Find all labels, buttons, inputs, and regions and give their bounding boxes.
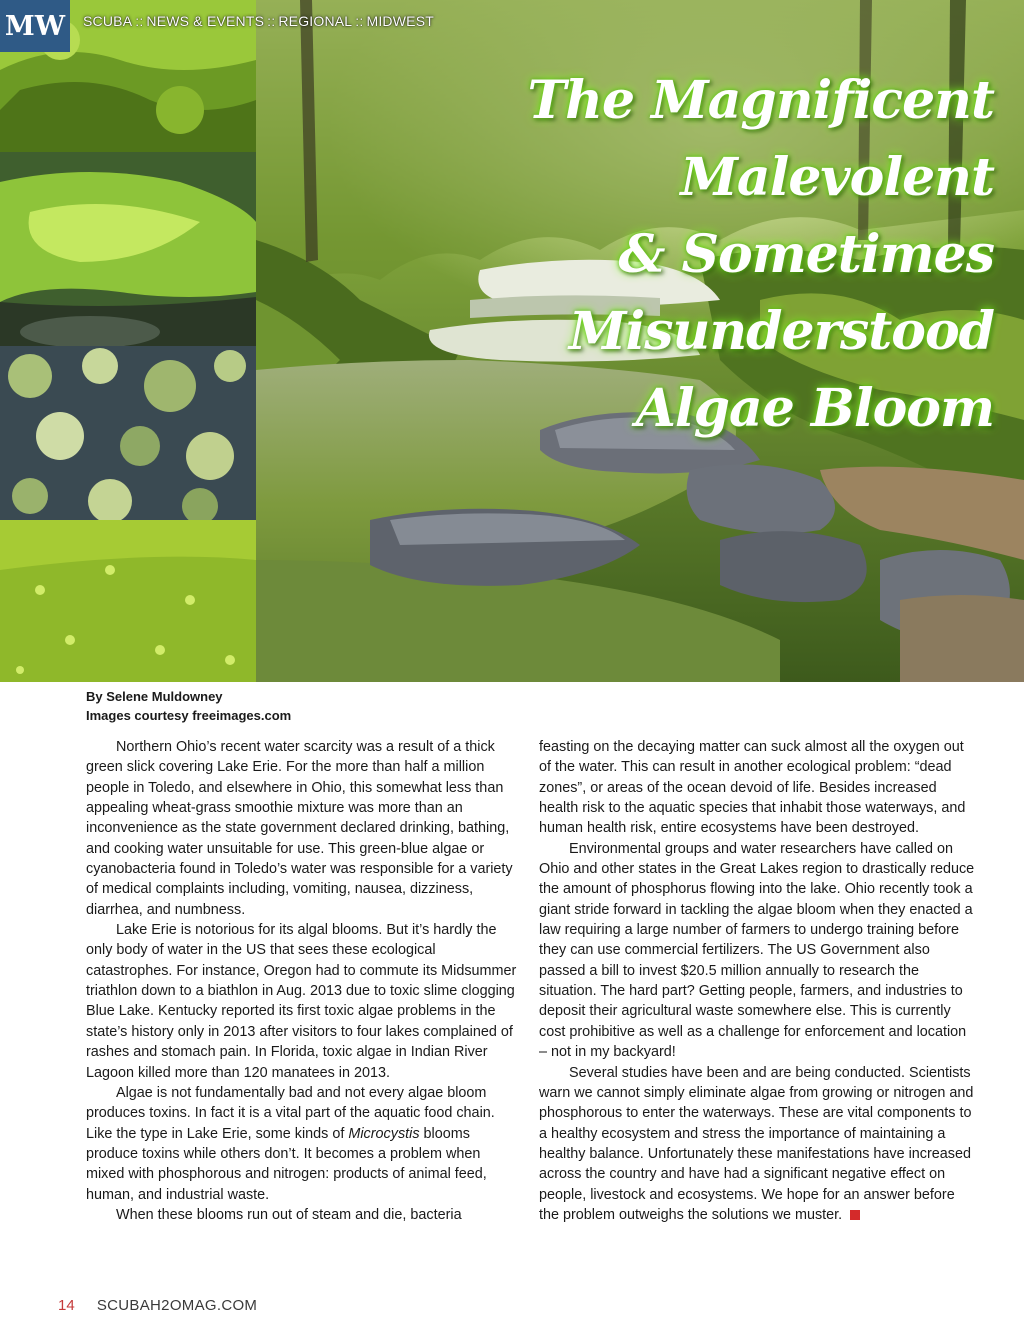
- article-title: [234, 62, 994, 447]
- paragraph: Lake Erie is notorious for its algal blooms. But it’s hardly the only body of water in the US that sees these ecological catastrophes. For instance, Oregon had to commute its Midsummer triathlon down to a biathlon in Aug. 2013 due to toxic slime clogging Blue Lake. Kentucky reported its first toxic algae problems in the state’s history only in 2013 after visitors to four lakes complained of rashes and stomach pain. In Florida, toxic algae in Indian River Lagoon killed more than 120 manatees in 2013.: [86, 922, 517, 1081]
- title-line-3: Algae Bloom: [635, 378, 994, 439]
- green-algae-strands-photo: [0, 152, 256, 346]
- paragraph-text: Several studies have been and are being conducted. Scientists warn we cannot simply eliminate algae from growing or nitrogen and phosphorous to enter the waterways. These are vital components to a healthy ecosystem and stress the importance of maintaining a healthy balance. Unfortunately these manifestations have increased across the country and have had a significant negative effect on people, livestock and ecosystems. We hope for an answer before the problem outweighs the solutions we muster.: [539, 1064, 974, 1223]
- page-number: 14: [58, 1297, 75, 1314]
- end-of-article-mark: [850, 1210, 860, 1220]
- breadcrumb-separator: ::: [267, 13, 276, 29]
- paragraph-text: blooms produce toxins while others don’t. It becomes a problem when mixed with phosphorous and nitrogen: products of animal feed, human, and industrial waste.: [86, 1125, 487, 1203]
- paragraph: When these blooms run out of steam and die, bacteria: [116, 1206, 462, 1223]
- byline: [86, 687, 291, 725]
- article-column-1: [86, 737, 522, 1225]
- paragraph: [86, 1083, 522, 1205]
- species-name: Microcystis: [348, 1125, 420, 1142]
- paragraph-text: Algae is not fundamentally bad and not every algae bloom produces toxins. In fact it is a vital part of the aquatic food chain. Like the type in Lake Erie, some kinds of: [86, 1084, 495, 1142]
- breadcrumb-separator: ::: [355, 13, 364, 29]
- region-badge: MW: [0, 0, 70, 52]
- lichen-rock-photo: [0, 346, 256, 520]
- author: By Selene Muldowney: [86, 689, 223, 704]
- paragraph: Environmental groups and water researchers have called on Ohio and other states in the Great Lakes region to drastically reduce the amount of phosphorus flowing into the lake. Ohio recently took a giant stride forward in tackling the algae bloom when they enacted a law requiring a large number of farmers to undergo training before they can use commercial fertilizers. The US Government also passed a bill to invest $20.5 million annually to research the situation. The hard part? Getting people, farmers, and industries to deposit their agricultural waste somewhere else. This is currently cost prohibitive as well as a challenge for enforcement and location – not in my backyard!: [539, 840, 975, 1061]
- page-footer: [58, 1297, 257, 1314]
- title-line-1: The Magnificent Malevolent: [527, 70, 994, 208]
- breadcrumb-item-scuba[interactable]: SCUBA: [83, 13, 133, 29]
- breadcrumb-separator: ::: [135, 13, 144, 29]
- paragraph: feasting on the decaying matter can suck almost all the oxygen out of the water. This can result in another ecological problem: “dead zones”, or areas of the ocean devoid of life. Besides increased health risk to the aquatic species that inhabit those waterways, and human health risk, entire ecosystems have been destroyed.: [539, 739, 966, 837]
- breadcrumb: [83, 13, 434, 29]
- breadcrumb-item-news-events[interactable]: NEWS & EVENTS: [146, 13, 265, 29]
- site-url[interactable]: SCUBAH2OMAG.COM: [96, 1297, 258, 1314]
- paragraph: [539, 1063, 975, 1226]
- duckweed-surface-photo: [0, 520, 256, 682]
- breadcrumb-item-regional[interactable]: REGIONAL: [278, 13, 353, 29]
- paragraph: Northern Ohio’s recent water scarcity was a result of a thick green slick covering Lake Erie. For the more than half a million people in Toledo, and elsewhere in Ohio, this somewhat less than appealing wheat-grass smoothie mixture was more than an inconvenience as the state government declared drinking, bathing, and cooking water unsuitable for use. This green-blue algae or cyanobacteria found in Toledo’s water was responsible for a variety of medical complaints including, vomiting, nausea, dizziness, diarrhea, and numbness.: [86, 739, 513, 918]
- article-column-2: [539, 737, 975, 1225]
- image-credit: Images courtesy freeimages.com: [86, 708, 292, 723]
- photo-strip: [0, 0, 256, 682]
- title-line-2: & Sometimes Misunderstood: [568, 224, 994, 362]
- breadcrumb-item-midwest[interactable]: MIDWEST: [366, 13, 434, 29]
